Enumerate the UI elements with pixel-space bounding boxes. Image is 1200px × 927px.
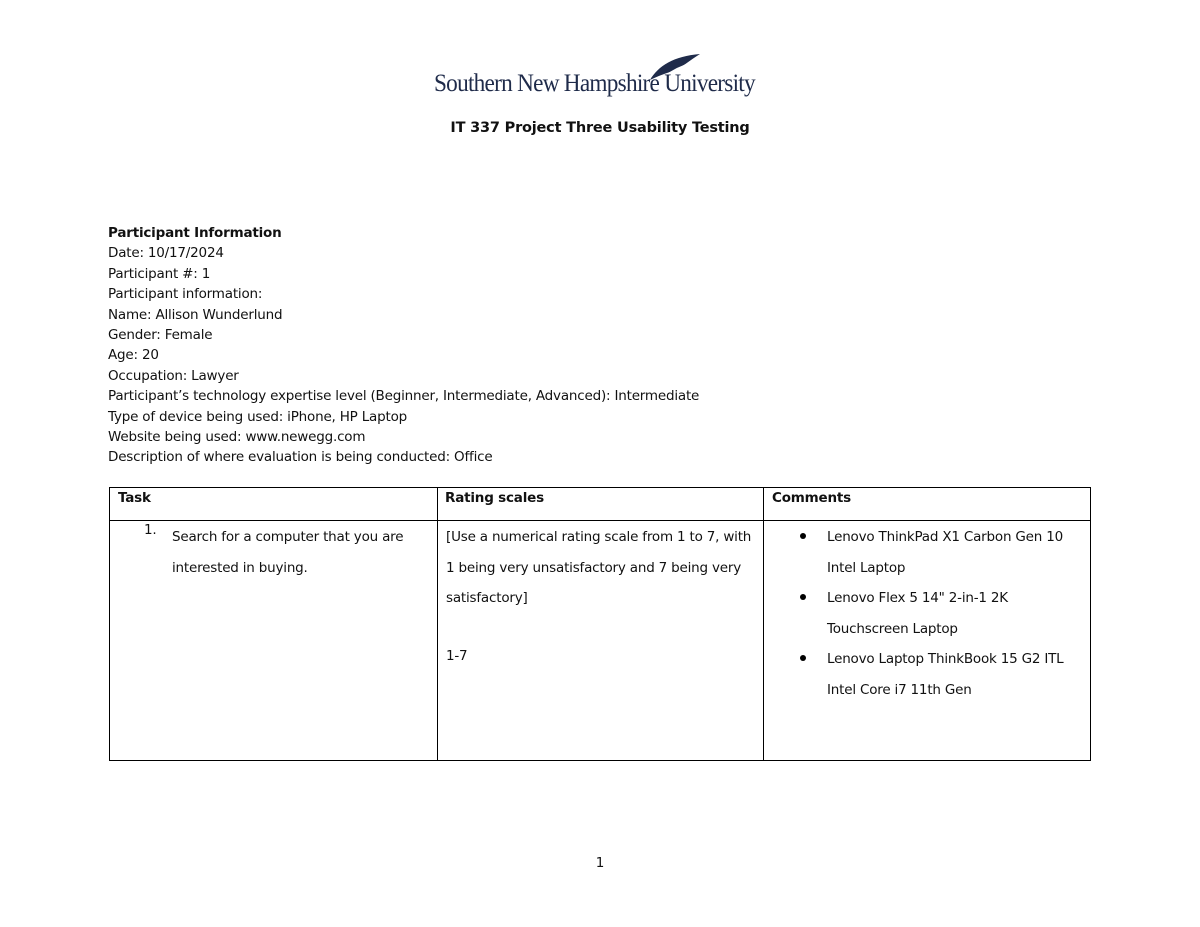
list-item (800, 644, 1085, 705)
column-divider (437, 488, 438, 760)
header-divider (110, 520, 1090, 521)
info-date: Date: 10/17/2024 (108, 245, 224, 262)
info-location: Description of where evaluation is being conducted: Office (108, 449, 493, 466)
task-number: 1. (144, 522, 157, 538)
document-title: IT 337 Project Three Usability Testing (450, 120, 750, 136)
list-item (800, 522, 1085, 583)
header-rating: Rating scales (445, 490, 544, 506)
usability-table (109, 487, 1091, 761)
info-device: Type of device being used: iPhone, HP Laptop (108, 408, 408, 425)
header-task: Task (118, 490, 151, 506)
column-divider (763, 488, 764, 760)
page-number: 1 (595, 855, 605, 871)
task-description: Search for a computer that you are interested in buying. (172, 529, 404, 576)
info-website: Website being used: www.newegg.com (108, 429, 366, 446)
list-item (800, 583, 1085, 644)
participant-heading: Participant Information (108, 225, 282, 241)
info-age: Age: 20 (108, 347, 159, 364)
bullet-icon (800, 594, 806, 600)
comment-text: Lenovo Flex 5 14" 2-in-1 2K Touchscreen Laptop (827, 590, 1008, 637)
logo-wordmark: Southern New Hampshire University (434, 70, 755, 97)
info-gender: Gender: Female (108, 327, 213, 344)
comments-list (800, 522, 1085, 705)
rating-instructions: [Use a numerical rating scale from 1 to 7, with 1 being very unsatisfactory and 7 being very satisfactory] (446, 529, 752, 606)
comment-text: Lenovo ThinkPad X1 Carbon Gen 10 Intel Laptop (827, 529, 1063, 576)
comment-text: Lenovo Laptop ThinkBook 15 G2 ITL Intel Core i7 11th Gen (827, 651, 1064, 698)
bullet-icon (800, 655, 806, 661)
rating-value: 1-7 (446, 648, 468, 664)
info-expertise: Participant’s technology expertise level (Beginner, Intermediate, Advanced): Intermediate (108, 388, 700, 405)
info-name: Name: Allison Wunderlund (108, 306, 283, 323)
info-occupation: Occupation: Lawyer (108, 367, 239, 384)
info-participant-number: Participant #: 1 (108, 265, 211, 282)
participant-information (108, 223, 699, 468)
header-comments: Comments (772, 490, 851, 506)
bullet-icon (800, 533, 806, 539)
university-logo (430, 50, 770, 110)
info-label: Participant information: (108, 286, 263, 303)
